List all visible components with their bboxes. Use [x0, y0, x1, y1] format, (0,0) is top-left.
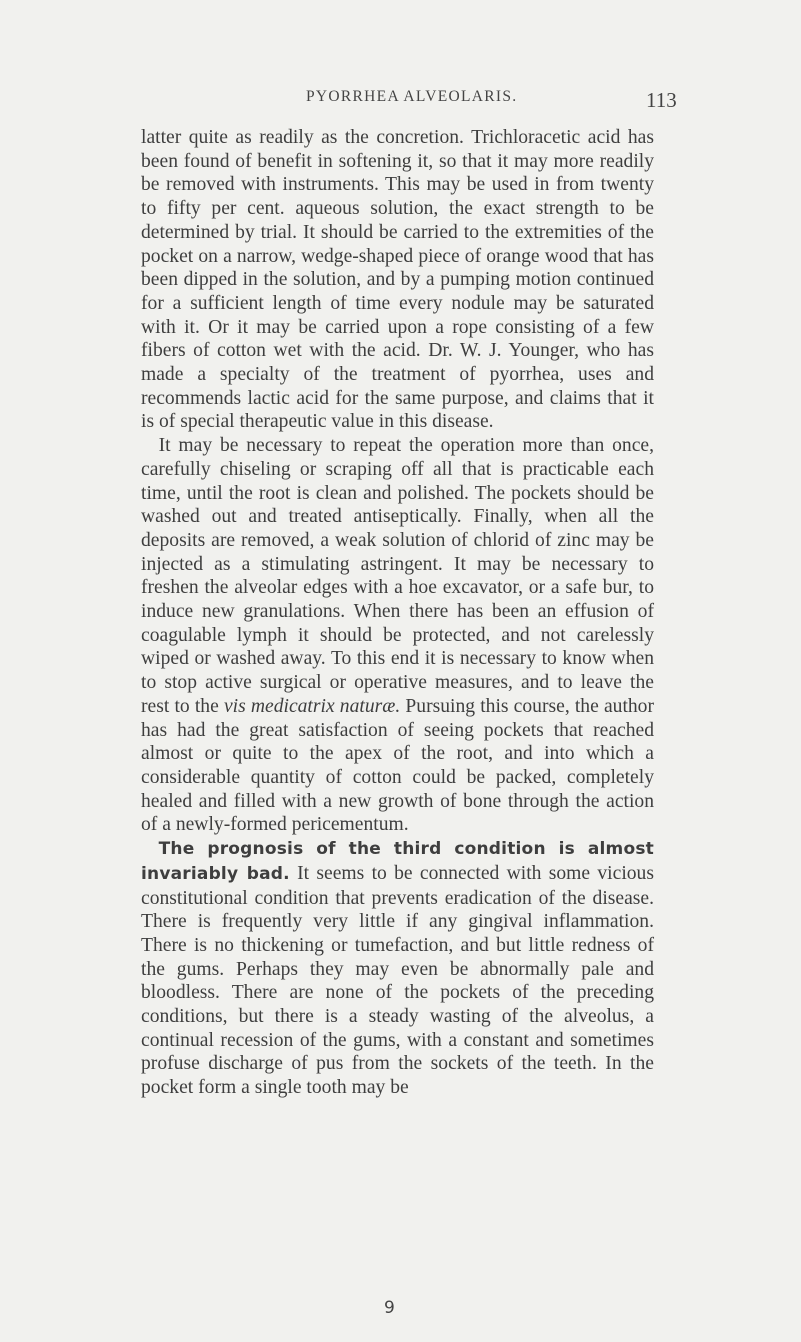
body-text [141, 126, 654, 1100]
signature-mark: 9 [384, 1298, 395, 1318]
paragraph-text: Pursuing this course, the author has had the great satisfaction of seeing pockets that reached almost or quite to the apex of the root, and into which a considerable quantity of cotton could be packed, completely healed and filled with a new growth of bone through the action of a newly-formed pericementum. [141, 695, 655, 836]
paragraph-text: It may be necessary to repeat the operation more than once, carefully chiseling or scraping off all that is practicable each time, until the root is clean and polished. The pockets should be washed out and treated antiseptically. Finally, when all the deposits are removed, a weak solution of chlorid of zinc may be injected as a stimulating astringent. It may be necessary to freshen the alveolar edges with a hoe excavator, or a safe bur, to induce new granulations. When there has been an effusion of coagulable lymph it should be protected, and not carelessly wiped or washed away. To this end it is necessary to know when to stop active surgical or operative measures, and to leave the rest to the [141, 435, 654, 717]
paragraph-text: It seems to be connected with some vicious constitutional condition that prevents eradication of the disease. There is frequently very little if any gingival inflammation. There is no thickening or tumefaction, and but little redness of the gums. Perhaps they may even be abnormally pale and bloodless. There are none of the pockets of the preceding conditions, but there is a steady wasting of the alveolus, a continual recession of the gums, with a constant and sometimes profuse discharge of pus from the sockets of the teeth. In the pocket form a single tooth may be [141, 862, 654, 1099]
paragraph-text: latter quite as readily as the concretion. Trichloracetic acid has been found of benefit in softening it, so that it may more readily be removed with instruments. This may be used in from twenty to fifty per cent. aqueous solution, the exact strength to be determined by trial. It should be carried to the extremities of the pocket on a narrow, wedge-shaped piece of orange wood that has been dipped in the solution, and by a pumping motion continued for a sufficient length of time every nodule may be saturated with it. Or it may be carried upon a rope consisting of a few fibers of cotton wet with the acid. Dr. W. J. Younger, who has made a specialty of the treatment of pyorrhea, uses and recommends lactic acid for the same purpose, and claims that it is of special therapeutic value in this disease. [141, 127, 654, 433]
paragraph-lactic-acid [141, 126, 654, 434]
paragraph-prognosis [141, 837, 654, 1100]
page-header [0, 88, 801, 118]
paragraph-operation [141, 434, 654, 837]
running-title: PYORRHEA ALVEOLARIS. [306, 88, 518, 105]
prognosis-lead: The prognosis of the third condition is almost invariably bad. [141, 839, 654, 884]
page-number: 113 [646, 88, 677, 112]
latin-phrase: vis medicatrix naturæ. [223, 695, 401, 717]
